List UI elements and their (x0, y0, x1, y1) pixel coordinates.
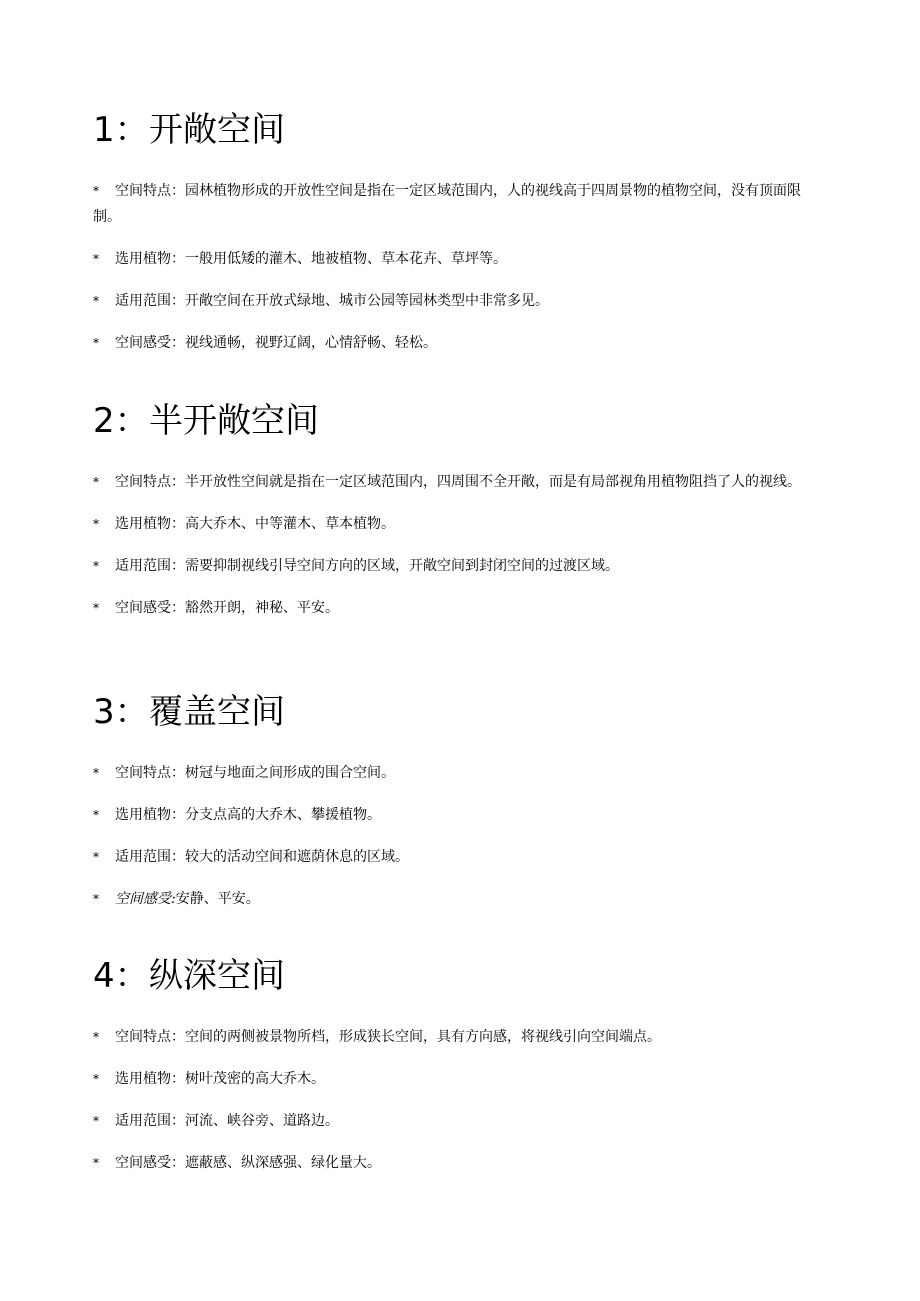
section-title: 开敞空间 (149, 110, 285, 150)
list-item (93, 844, 823, 870)
section-covered-space (93, 690, 823, 912)
list-item (93, 802, 823, 828)
list-item (93, 178, 823, 230)
section-heading (93, 399, 823, 443)
section-number: 4： (93, 956, 149, 996)
item-text: 空间感受：豁然开朗，神秘、平安。 (115, 600, 339, 616)
item-text: 选用植物：树叶茂密的高大乔木。 (115, 1071, 325, 1087)
section-open-space (93, 108, 823, 356)
bullet-icon: * (93, 336, 99, 350)
section-title: 纵深空间 (149, 956, 285, 996)
item-text: 空间特点：空间的两侧被景物所档，形成狭长空间，具有方向感，将视线引向空间端点。 (115, 1029, 661, 1045)
list-item (93, 1150, 823, 1176)
list-item (93, 246, 823, 272)
section-heading (93, 108, 823, 152)
bullet-icon: * (93, 766, 99, 780)
list-item (93, 760, 823, 786)
item-text: 安静、平安。 (175, 891, 260, 907)
list-item (93, 886, 823, 912)
bullet-icon: * (93, 252, 99, 266)
section-title: 半开敞空间 (149, 401, 319, 441)
list-item (93, 595, 823, 621)
item-text: 适用范围：较大的活动空间和遮荫休息的区域。 (115, 849, 409, 865)
bullet-icon: * (93, 808, 99, 822)
bullet-icon: * (93, 1072, 99, 1086)
section-heading (93, 954, 823, 998)
section-number: 1： (93, 110, 149, 150)
item-text: 空间特点：园林植物形成的开放性空间是指在一定区域范围内，人的视线高于四周景物的植物空间，没有顶面限制。 (93, 183, 801, 225)
bullet-icon: * (93, 1030, 99, 1044)
section-deep-space (93, 954, 823, 1176)
list-item (93, 1066, 823, 1092)
section-number: 2： (93, 401, 149, 441)
bullet-icon: * (93, 601, 99, 615)
section-semi-open-space (93, 399, 823, 621)
section-title: 覆盖空间 (149, 692, 285, 732)
bullet-icon: * (93, 475, 99, 489)
list-item (93, 469, 823, 495)
item-text: 选用植物：高大乔木、中等灌木、草本植物。 (115, 516, 395, 532)
item-label: 空间感受: (115, 891, 176, 907)
item-text: 空间感受：视线通畅，视野辽阔，心情舒畅、轻松。 (115, 335, 437, 351)
bullet-icon: * (93, 184, 99, 198)
list-item (93, 553, 823, 579)
bullet-icon: * (93, 850, 99, 864)
item-text: 空间感受：遮蔽感、纵深感强、绿化量大。 (115, 1155, 381, 1171)
bullet-icon: * (93, 1114, 99, 1128)
bullet-icon: * (93, 892, 99, 906)
item-text: 适用范围：河流、峡谷旁、道路边。 (115, 1113, 339, 1129)
list-item (93, 1024, 823, 1050)
list-item (93, 330, 823, 356)
item-text: 空间特点：半开放性空间就是指在一定区域范围内，四周围不全开敞，而是有局部视角用植物阻挡了人的视线。 (115, 474, 801, 490)
list-item (93, 511, 823, 537)
list-item (93, 288, 823, 314)
list-item (93, 1108, 823, 1134)
section-heading (93, 690, 823, 734)
item-text: 适用范围：开敞空间在开放式绿地、城市公园等园林类型中非常多见。 (115, 293, 549, 309)
item-text: 空间特点：树冠与地面之间形成的围合空间。 (115, 765, 395, 781)
bullet-icon: * (93, 559, 99, 573)
section-number: 3： (93, 692, 149, 732)
bullet-icon: * (93, 1156, 99, 1170)
bullet-icon: * (93, 294, 99, 308)
item-text: 适用范围：需要抑制视线引导空间方向的区域，开敞空间到封闭空间的过渡区域。 (115, 558, 619, 574)
item-text: 选用植物：一般用低矮的灌木、地被植物、草本花卉、草坪等。 (115, 251, 507, 267)
item-text: 选用植物：分支点高的大乔木、攀援植物。 (115, 807, 381, 823)
bullet-icon: * (93, 517, 99, 531)
